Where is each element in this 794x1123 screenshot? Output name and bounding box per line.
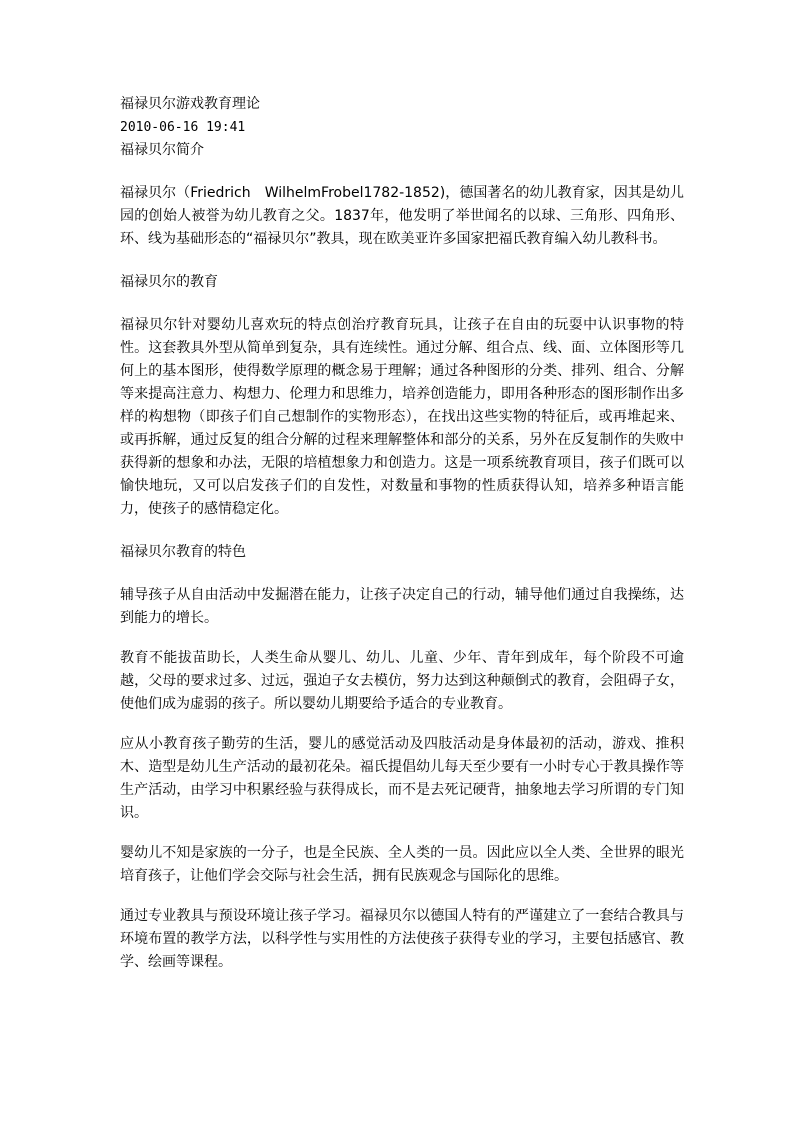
document-date: 2010-06-16 19:41 <box>120 120 246 135</box>
education-heading: 福禄贝尔的教育 <box>120 274 218 290</box>
features-heading: 福禄贝尔教育的特色 <box>120 544 246 560</box>
intro-paragraph: 福禄贝尔（Friedrich WilhelmFrobel1782-1852)，德国著名的幼儿教育家，因其是幼儿园的创始人被誉为幼儿教育之父。1837年，他发明了举世闻名的以球、三角形、四角形、环、线为基础形态的“福禄贝尔”教具，现在欧美亚许多国家把福氏教育编入幼儿教科书。 <box>120 185 684 247</box>
education-paragraph: 福禄贝尔针对婴幼儿喜欢玩的特点创治疗教育玩具，让孩子在自由的玩耍中认识事物的特性。这套教具外型从简单到复杂，具有连续性。通过分解、组合点、线、面、立体图形等几何上的基本图形，使得数学原理的概念易于理解；通过各种图形的分类、排列、组合、分解等来提高注意力、构想力、伦理力和思维力，培养创造能力，即用各种形态的图形制作出多样的构想物（即孩子们自己想制作的实物形态），在找出这些实物的特征后，或再堆起来、或再拆解，通过反复的组合分解的过程来理解整体和部分的关系，另外在反复制作的失败中获得新的想象和办法，无限的培植想象力和创造力。这是一项系统教育项目，孩子们既可以愉快地玩，又可以启发孩子们的自发性，对数量和事物的性质获得认知，培养多种语言能力，使孩子的感情稳定化。 <box>120 317 684 517</box>
document-page <box>120 93 684 974</box>
document-title: 福禄贝尔游戏教育理论 <box>120 96 260 112</box>
features-paragraph-5: 通过专业教具与预设环境让孩子学习。福禄贝尔以德国人特有的严谨建立了一套结合教具与环境布置的教学方法，以科学性与实用性的方法使孩子获得专业的学习，主要包括感官、教学、绘画等课程。 <box>120 908 684 970</box>
features-paragraph-4: 婴幼儿不知是家族的一分子，也是全民族、全人类的一员。因此应以全人类、全世界的眼光培育孩子，让他们学会交际与社会生活，拥有民族观念与国际化的思维。 <box>120 845 684 884</box>
features-paragraph-1: 辅导孩子从自由活动中发掘潜在能力，让孩子决定自己的行动，辅导他们通过自我操练，达到能力的增长。 <box>120 587 684 626</box>
intro-heading: 福禄贝尔简介 <box>120 142 204 158</box>
features-paragraph-2: 教育不能拔苗助长，人类生命从婴儿、幼儿、儿童、少年、青年到成年，每个阶段不可逾越，父母的要求过多、过远，强迫子女去模仿，努力达到这种颠倒式的教育，会阻碍子女，使他们成为虚弱的孩子。所以婴幼儿期要给予适合的专业教育。 <box>120 650 684 712</box>
features-paragraph-3: 应从小教育孩子勤劳的生活，婴儿的感觉活动及四肢活动是身体最初的活动，游戏、推积木、造型是幼儿生产活动的最初花朵。福氏提倡幼儿每天至少要有一小时专心于教具操作等生产活动，由学习中积累经验与获得成长，而不是去死记硬背，抽象地去学习所谓的专门知识。 <box>120 736 684 821</box>
